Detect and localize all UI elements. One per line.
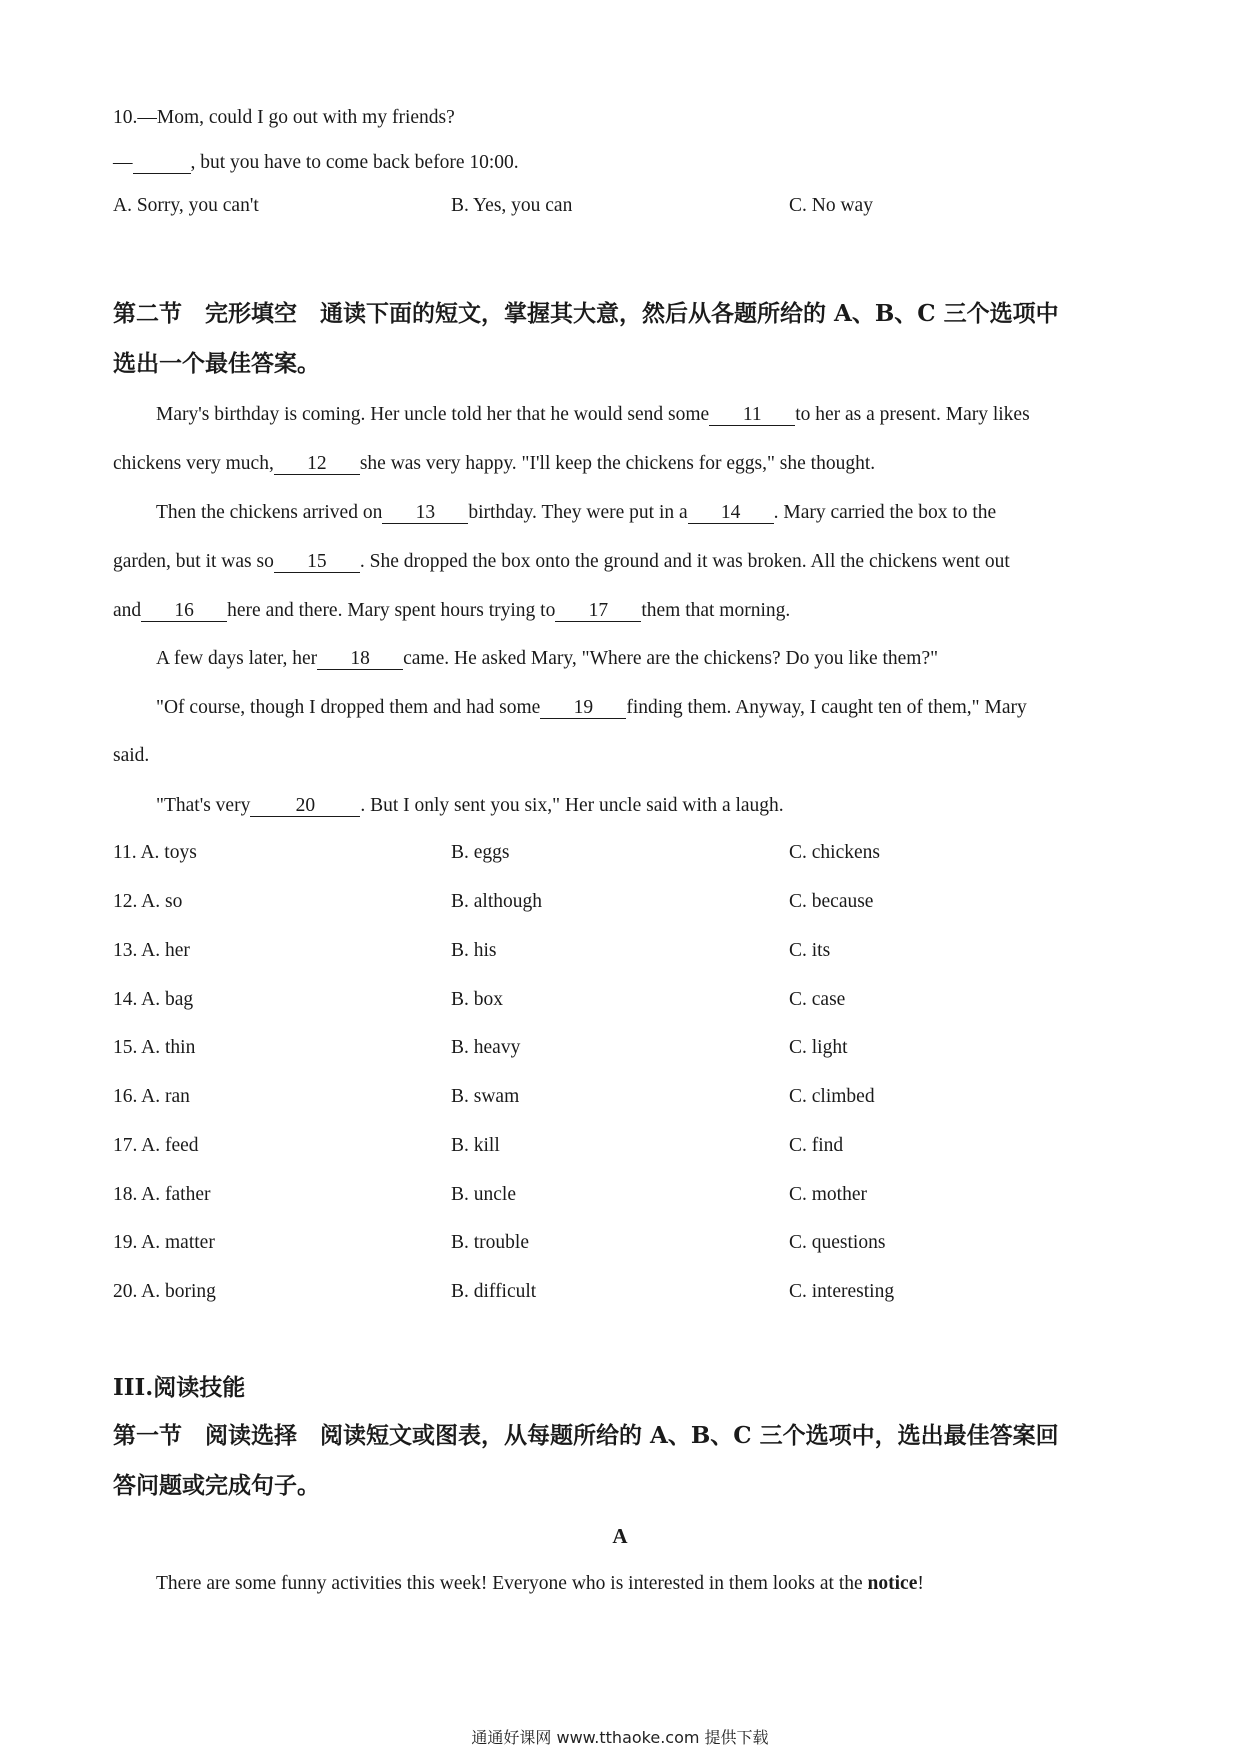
option-17-c: C. find [789, 1135, 844, 1156]
passage-line [113, 453, 875, 475]
option-12-b: B. although [451, 891, 542, 912]
part3-heading-line2: 答问题或完成句子。 [113, 1472, 320, 1499]
blank-16: 16 [141, 600, 227, 622]
part3-title: III.阅读技能 [113, 1374, 246, 1401]
option-11-c: C. chickens [789, 842, 880, 863]
passage-line [156, 502, 996, 524]
blank-12: 12 [274, 453, 360, 475]
section2-heading-line2: 选出一个最佳答案。 [113, 350, 320, 377]
option-18-a: 18. A. father [113, 1184, 211, 1205]
option-11-a: 11. A. toys [113, 842, 197, 863]
q10-option-a: A. Sorry, you can't [113, 195, 259, 216]
part3-heading-line1: 第一节 阅读选择 阅读短文或图表，从每题所给的 A、B、C 三个选项中，选出最佳答案回 [113, 1422, 1059, 1449]
passage-text: finding them. Anyway, I caught ten of them," Mary [626, 697, 1027, 718]
option-15-c: C. light [789, 1037, 848, 1058]
option-18-b: B. uncle [451, 1184, 516, 1205]
option-12-c: C. because [789, 891, 874, 912]
option-20-c: C. interesting [789, 1281, 895, 1302]
option-13-a: 13. A. her [113, 940, 190, 961]
passage-line [156, 648, 938, 670]
section-a-label: A [612, 1524, 628, 1548]
notice-keyword: notice [867, 1573, 918, 1594]
option-14-a: 14. A. bag [113, 989, 194, 1010]
footer-watermark: 通通好课网 www.tthaoke.com 提供下载 [471, 1728, 769, 1747]
passage-text: "Of course, though I dropped them and had some [156, 697, 541, 718]
part3-intro [156, 1574, 924, 1594]
intro-text: There are some funny activities this week! Everyone who is interested in them looks at the [156, 1573, 868, 1594]
passage-text: "That's very [156, 795, 251, 816]
option-17-a: 17. A. feed [113, 1135, 199, 1156]
passage-text: them that morning. [641, 600, 791, 621]
q10-option-b: B. Yes, you can [451, 195, 573, 216]
passage-text: to her as a present. Mary likes [795, 404, 1030, 425]
passage-line: said. [113, 745, 150, 766]
blank-18: 18 [317, 648, 403, 670]
passage-text: birthday. They were put in a [468, 502, 688, 523]
passage-text: A few days later, her [156, 648, 318, 669]
option-12-a: 12. A. so [113, 891, 183, 912]
blank-19: 19 [540, 697, 626, 719]
q10-reply-rest: , but you have to come back before 10:00. [190, 152, 519, 173]
option-17-b: B. kill [451, 1135, 500, 1156]
q10-reply-dash: — [113, 152, 133, 173]
passage-text: came. He asked Mary, "Where are the chickens? Do you like them?" [403, 648, 939, 669]
blank-11: 11 [709, 404, 795, 426]
q10-option-c: C. No way [789, 195, 873, 216]
option-16-c: C. climbed [789, 1086, 875, 1107]
option-19-b: B. trouble [451, 1232, 529, 1253]
option-11-b: B. eggs [451, 842, 510, 863]
blank-20: 20 [250, 795, 360, 817]
option-15-b: B. heavy [451, 1037, 521, 1058]
blank-17: 17 [555, 600, 641, 622]
option-13-c: C. its [789, 940, 831, 961]
passage-text: . Mary carried the box to the [773, 502, 997, 523]
passage-text: and [113, 600, 142, 621]
option-14-c: C. case [789, 989, 846, 1010]
passage-line [113, 600, 790, 622]
q10-question: 10.—Mom, could I go out with my friends? [113, 107, 455, 128]
blank-14: 14 [688, 502, 774, 524]
option-16-a: 16. A. ran [113, 1086, 190, 1107]
q10-blank [133, 152, 191, 174]
passage-line [156, 404, 1030, 426]
passage-text: garden, but it was so [113, 551, 274, 572]
passage-line [156, 795, 784, 817]
passage-line [156, 697, 1027, 719]
blank-15: 15 [274, 551, 360, 573]
passage-text: Then the chickens arrived on [156, 502, 383, 523]
option-15-a: 15. A. thin [113, 1037, 196, 1058]
passage-text: here and there. Mary spent hours trying to [227, 600, 556, 621]
option-19-c: C. questions [789, 1232, 886, 1253]
option-20-a: 20. A. boring [113, 1281, 216, 1302]
section2-heading-line1: 第二节 完形填空 通读下面的短文，掌握其大意，然后从各题所给的 A、B、C 三个选项中 [113, 300, 1059, 327]
passage-text: . She dropped the box onto the ground and it was broken. All the chickens went out [359, 551, 1010, 572]
intro-text: ! [917, 1573, 924, 1594]
option-18-c: C. mother [789, 1184, 867, 1205]
option-20-b: B. difficult [451, 1281, 537, 1302]
passage-line [113, 551, 1010, 573]
option-16-b: B. swam [451, 1086, 520, 1107]
blank-13: 13 [382, 502, 468, 524]
option-19-a: 19. A. matter [113, 1232, 215, 1253]
passage-text: Mary's birthday is coming. Her uncle told her that he would send some [156, 404, 710, 425]
passage-text: she was very happy. "I'll keep the chickens for eggs," she thought. [359, 453, 876, 474]
option-13-b: B. his [451, 940, 497, 961]
option-14-b: B. box [451, 989, 504, 1010]
passage-text: . But I only sent you six," Her uncle said with a laugh. [360, 795, 784, 816]
passage-text: chickens very much, [113, 453, 274, 474]
q10-reply [113, 152, 519, 174]
